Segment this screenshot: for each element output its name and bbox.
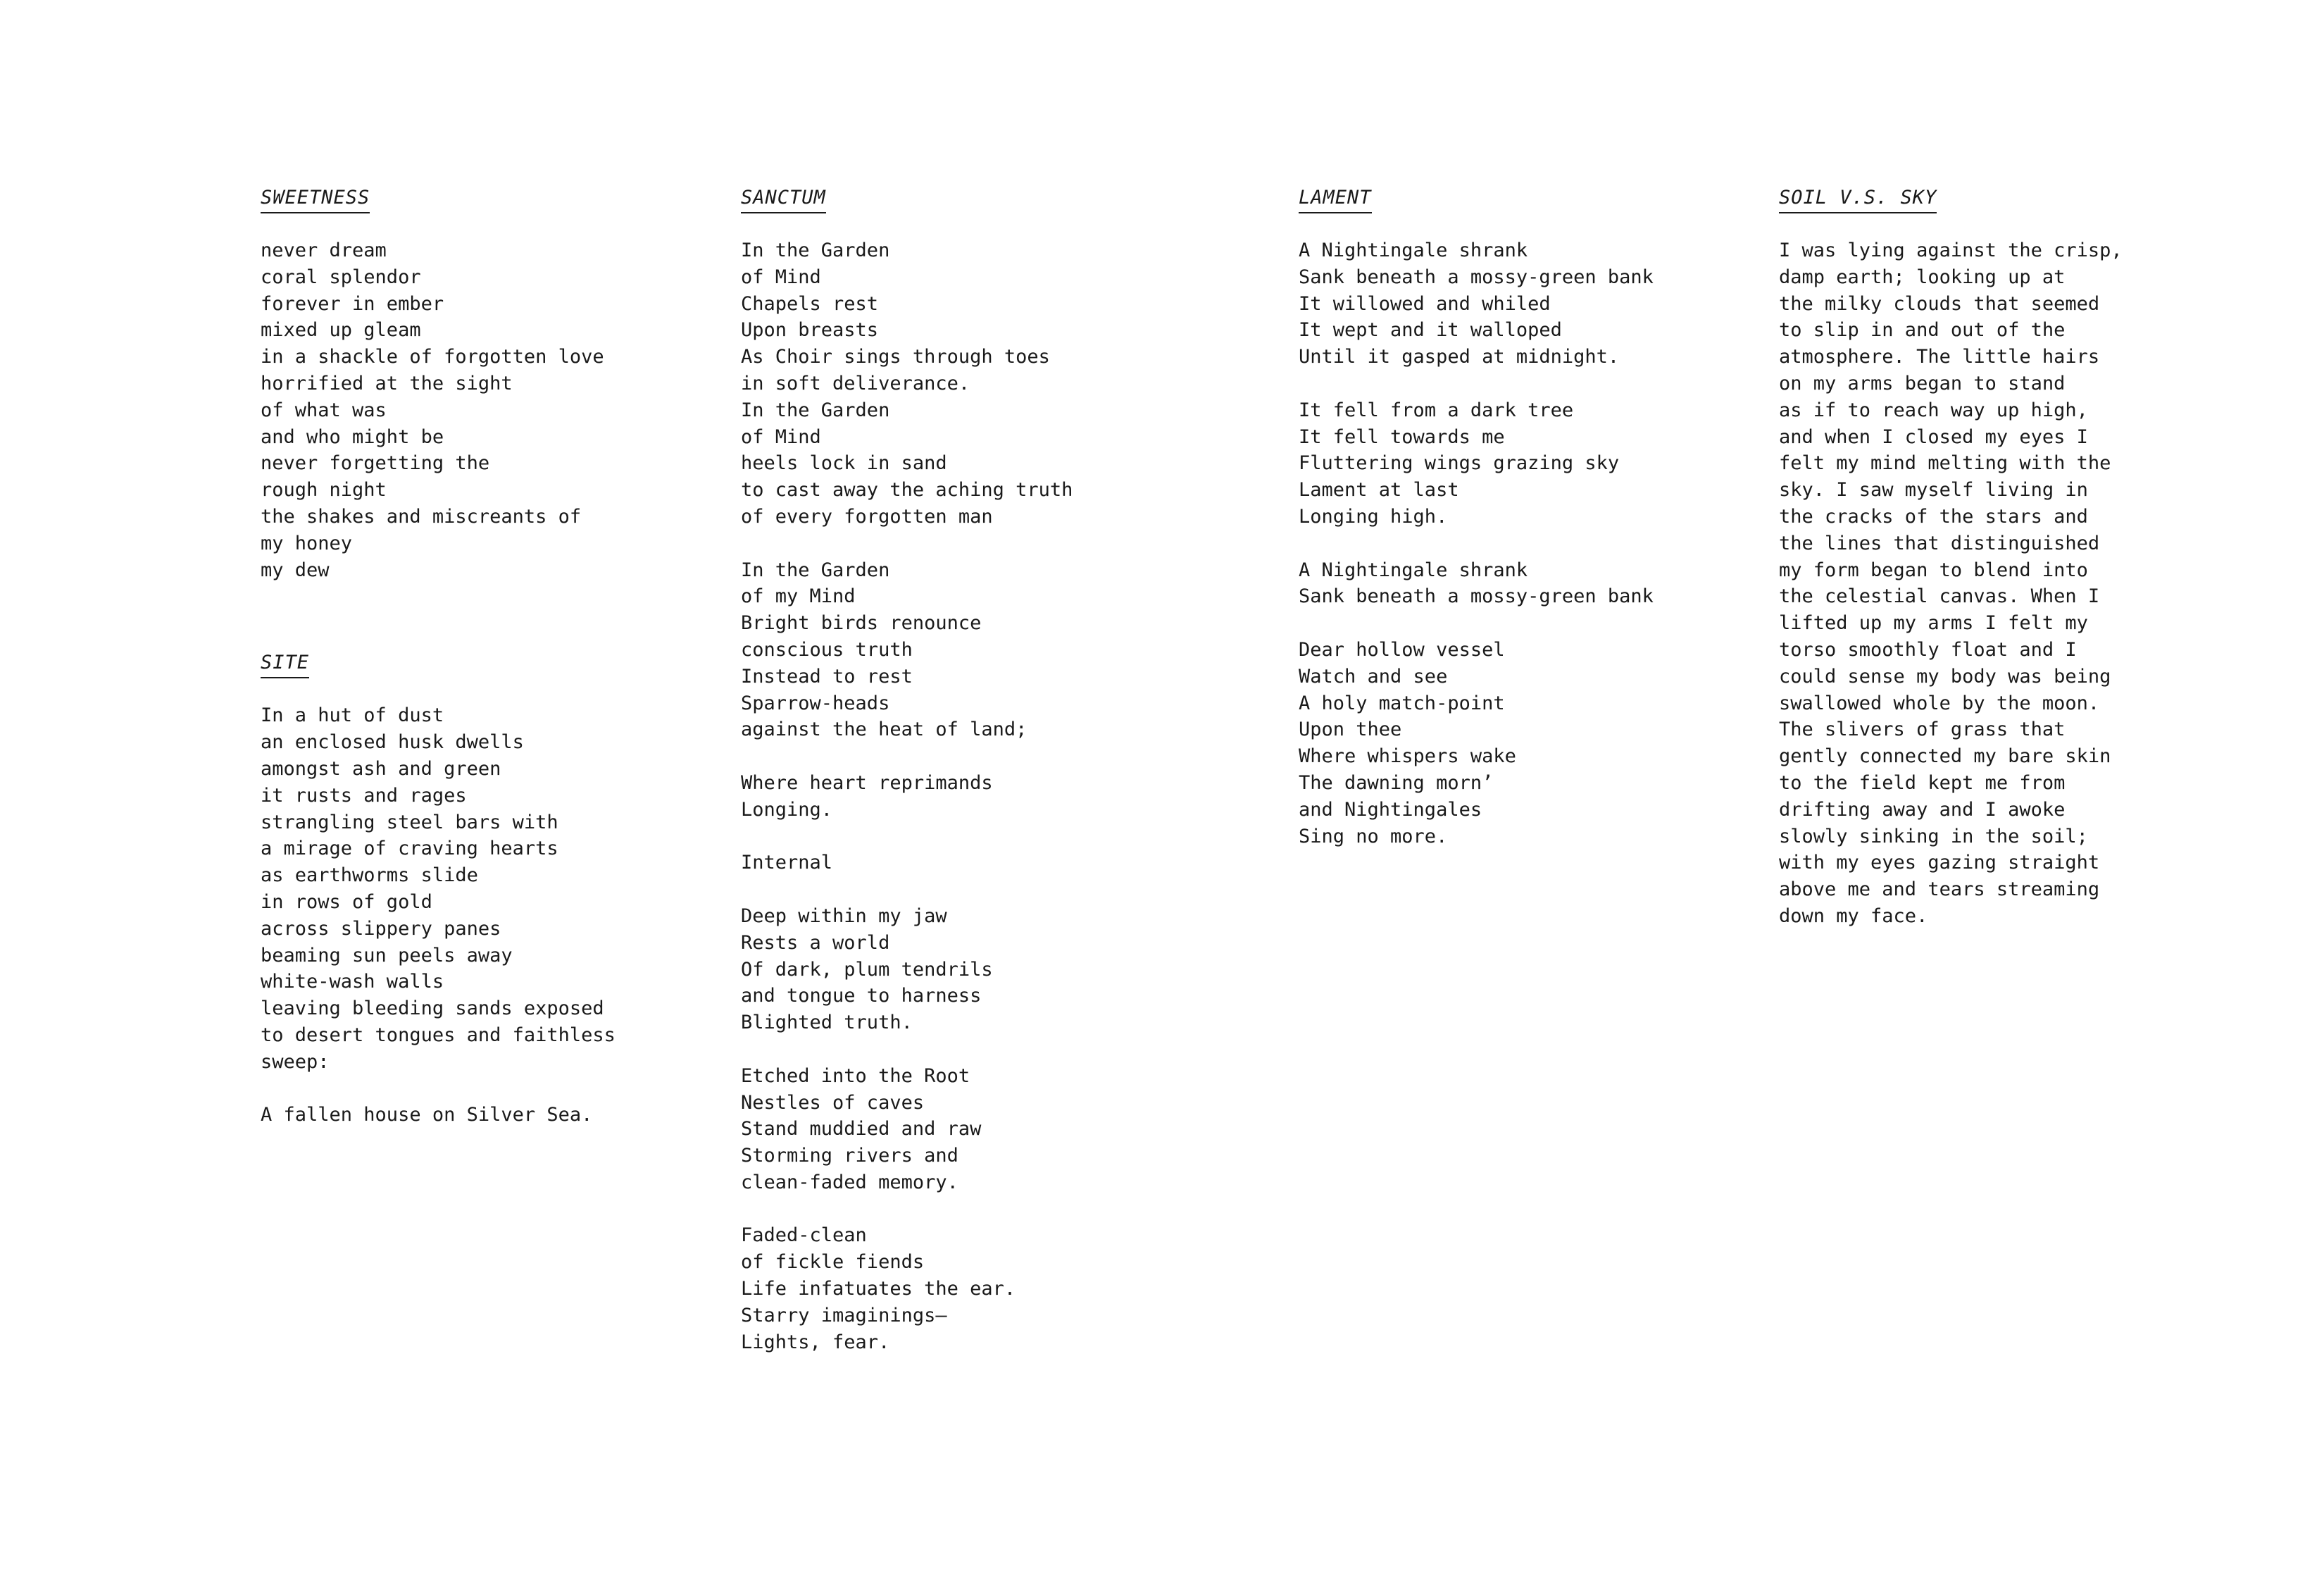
poem-line: A Nightingale shrank bbox=[1299, 240, 1528, 261]
column-center-right bbox=[1299, 185, 1654, 850]
poem-line: of fickle fiends bbox=[741, 1251, 925, 1274]
poem-line: rough night bbox=[261, 479, 387, 502]
stanza-break bbox=[741, 1036, 1073, 1063]
poem-line: I was lying against the crisp, bbox=[1779, 240, 2123, 261]
poem-line: Deep within my jaw bbox=[741, 905, 947, 927]
stanza-break bbox=[1299, 610, 1654, 637]
poem-line: never dream bbox=[261, 240, 387, 261]
poem-line: to desert tongues and faithless bbox=[261, 1024, 616, 1046]
poem-line: and Nightingales bbox=[1299, 798, 1482, 821]
poem-line: to the field kept me from bbox=[1779, 771, 2066, 794]
stanza-break bbox=[741, 823, 1073, 850]
poem-line: Dear hollow vessel bbox=[1299, 638, 1505, 661]
poem-line: down my face. bbox=[1779, 905, 1928, 927]
poem-body bbox=[261, 237, 616, 583]
stanza-break bbox=[741, 743, 1073, 770]
poem-line: Internal bbox=[741, 852, 833, 874]
poem-line: Upon breasts bbox=[741, 319, 879, 342]
poem-line: In a hut of dust bbox=[261, 704, 444, 727]
poem-line: Longing. bbox=[741, 798, 833, 821]
poem-title: SWEETNESS bbox=[261, 185, 370, 213]
poem-line: and tongue to harness bbox=[741, 985, 982, 1007]
poem-line: above me and tears streaming bbox=[1779, 878, 2100, 901]
poem-line: Rests a world bbox=[741, 931, 890, 954]
poem-line: lifted up my arms I felt my bbox=[1779, 612, 2088, 635]
poem-line: Faded-clean bbox=[741, 1224, 867, 1247]
stanza-break bbox=[741, 876, 1073, 903]
poem-body bbox=[261, 702, 616, 1129]
poem-line: Instead to rest bbox=[741, 665, 913, 688]
poem-line: It willowed and whiled bbox=[1299, 292, 1551, 315]
poem-line: in a shackle of forgotten love bbox=[261, 346, 604, 368]
stanza-break bbox=[1299, 371, 1654, 397]
stanza-break bbox=[261, 1076, 616, 1102]
poem-line: clean-faded memory. bbox=[741, 1171, 958, 1193]
poem-line: Fluttering wings grazing sky bbox=[1299, 452, 1620, 475]
poem-line: Blighted truth. bbox=[741, 1012, 913, 1034]
poem-line: Until it gasped at midnight. bbox=[1299, 346, 1620, 368]
poem-line: forever in ember bbox=[261, 292, 444, 315]
column-right bbox=[1779, 185, 2123, 930]
poem-line: it rusts and rages bbox=[261, 784, 467, 807]
poem-line: In the Garden bbox=[741, 559, 890, 581]
poem-line: and who might be bbox=[261, 425, 444, 448]
poem-line: of what was bbox=[261, 399, 387, 421]
poem-line: Watch and see bbox=[1299, 665, 1448, 688]
poem-line: in soft deliverance. bbox=[741, 372, 970, 394]
poem-line: sweep: bbox=[261, 1050, 330, 1073]
poem-sweetness bbox=[261, 185, 616, 583]
poem-line: strangling steel bars with bbox=[261, 811, 558, 833]
poem-line: A Nightingale shrank bbox=[1299, 559, 1528, 581]
poem-line: of every forgotten man bbox=[741, 505, 993, 528]
poem-line: It fell towards me bbox=[1299, 425, 1505, 448]
poem-line: the celestial canvas. When I bbox=[1779, 585, 2100, 608]
stanza-break bbox=[1299, 530, 1654, 557]
poem-soil-vs-sky bbox=[1779, 185, 2123, 930]
poem-line: Sing no more. bbox=[1299, 825, 1448, 847]
poem-line: drifting away and I awoke bbox=[1779, 798, 2066, 821]
poem-line: the shakes and miscreants of bbox=[261, 505, 582, 528]
poem-sanctum bbox=[741, 185, 1073, 1355]
poem-line: Life infatuates the ear. bbox=[741, 1278, 1016, 1300]
poem-line: as earthworms slide bbox=[261, 864, 478, 887]
poem-line: It fell from a dark tree bbox=[1299, 399, 1574, 421]
poem-line: damp earth; looking up at bbox=[1779, 266, 2066, 288]
poem-line: and when I closed my eyes I bbox=[1779, 425, 2088, 448]
poem-line: torso smoothly float and I bbox=[1779, 638, 2077, 661]
poem-line: white-wash walls bbox=[261, 971, 444, 993]
poem-line: The slivers of grass that bbox=[1779, 719, 2066, 741]
poem-line: Sank beneath a mossy-green bank bbox=[1299, 266, 1654, 288]
poem-title: SITE bbox=[261, 649, 309, 678]
poem-line: of my Mind bbox=[741, 585, 856, 608]
poem-line: Bright birds renounce bbox=[741, 612, 982, 635]
poem-line: swallowed whole by the moon. bbox=[1779, 692, 2100, 714]
poem-line: with my eyes gazing straight bbox=[1779, 852, 2100, 874]
poem-line: beaming sun peels away bbox=[261, 944, 513, 966]
poem-line: across slippery panes bbox=[261, 917, 501, 940]
poem-line: to cast away the aching truth bbox=[741, 479, 1073, 502]
poem-lament bbox=[1299, 185, 1654, 850]
poem-line: Lights, fear. bbox=[741, 1331, 890, 1353]
poem-line: Starry imaginings— bbox=[741, 1304, 947, 1326]
poem-line: In the Garden bbox=[741, 399, 890, 421]
poem-line: Lament at last bbox=[1299, 479, 1459, 502]
poem-line: conscious truth bbox=[741, 638, 913, 661]
poem-line: the lines that distinguished bbox=[1779, 532, 2100, 554]
poem-line: never forgetting the bbox=[261, 452, 490, 475]
poem-line: of Mind bbox=[741, 266, 821, 288]
poem-line: coral splendor bbox=[261, 266, 421, 288]
poem-line: my honey bbox=[261, 532, 353, 554]
poem-line: Upon thee bbox=[1299, 719, 1402, 741]
poem-line: on my arms began to stand bbox=[1779, 372, 2066, 394]
poem-line: as if to reach way up high, bbox=[1779, 399, 2088, 421]
poem-line: the cracks of the stars and bbox=[1779, 505, 2088, 528]
poem-line: It wept and it walloped bbox=[1299, 319, 1562, 342]
poem-line: sky. I saw myself living in bbox=[1779, 479, 2088, 502]
poem-line: As Choir sings through toes bbox=[741, 346, 1050, 368]
column-left bbox=[261, 185, 616, 1129]
poem-title: SANCTUM bbox=[741, 185, 826, 213]
poem-line: Sparrow-heads bbox=[741, 692, 890, 714]
poem-line: mixed up gleam bbox=[261, 319, 421, 342]
poem-line: slowly sinking in the soil; bbox=[1779, 825, 2088, 847]
poem-body bbox=[1779, 237, 2123, 930]
poem-line: my form began to blend into bbox=[1779, 559, 2088, 581]
poem-line: Nestles of caves bbox=[741, 1091, 925, 1114]
poem-line: could sense my body was being bbox=[1779, 665, 2111, 688]
poem-line: leaving bleeding sands exposed bbox=[261, 997, 604, 1020]
poem-line: gently connected my bare skin bbox=[1779, 745, 2111, 768]
poem-site bbox=[261, 649, 616, 1129]
poem-line: Of dark, plum tendrils bbox=[741, 958, 993, 981]
poem-line: Stand muddied and raw bbox=[741, 1118, 982, 1140]
poem-line: the milky clouds that seemed bbox=[1779, 292, 2100, 315]
poem-line: A holy match-point bbox=[1299, 692, 1505, 714]
poem-line: to slip in and out of the bbox=[1779, 319, 2066, 342]
poem-line: felt my mind melting with the bbox=[1779, 452, 2111, 475]
poem-line: A fallen house on Silver Sea. bbox=[261, 1104, 593, 1126]
poem-line: against the heat of land; bbox=[741, 719, 1027, 741]
poem-line: in rows of gold bbox=[261, 890, 432, 913]
poem-line: Where whispers wake bbox=[1299, 745, 1516, 768]
poem-line: The dawning morn’ bbox=[1299, 771, 1494, 794]
poem-line: of Mind bbox=[741, 425, 821, 448]
stanza-break bbox=[741, 1196, 1073, 1223]
column-center-left bbox=[741, 185, 1073, 1355]
poem-line: amongst ash and green bbox=[261, 757, 501, 780]
poem-line: my dew bbox=[261, 559, 330, 581]
poem-line: Chapels rest bbox=[741, 292, 879, 315]
poem-line: a mirage of craving hearts bbox=[261, 838, 558, 860]
poem-title: LAMENT bbox=[1299, 185, 1372, 213]
poem-title: SOIL V.S. SKY bbox=[1779, 185, 1937, 213]
poem-line: atmosphere. The little hairs bbox=[1779, 346, 2100, 368]
poem-body bbox=[1299, 237, 1654, 850]
poem-body bbox=[741, 237, 1073, 1355]
poem-line: horrified at the sight bbox=[261, 372, 513, 394]
poem-line: an enclosed husk dwells bbox=[261, 731, 524, 754]
poem-line: heels lock in sand bbox=[741, 452, 947, 475]
poem-line: Longing high. bbox=[1299, 505, 1448, 528]
poem-line: Storming rivers and bbox=[741, 1145, 958, 1167]
poem-line: Where heart reprimands bbox=[741, 771, 993, 794]
stanza-break bbox=[741, 530, 1073, 557]
poem-line: Etched into the Root bbox=[741, 1064, 970, 1087]
poem-line: In the Garden bbox=[741, 240, 890, 261]
poem-line: Sank beneath a mossy-green bank bbox=[1299, 585, 1654, 608]
